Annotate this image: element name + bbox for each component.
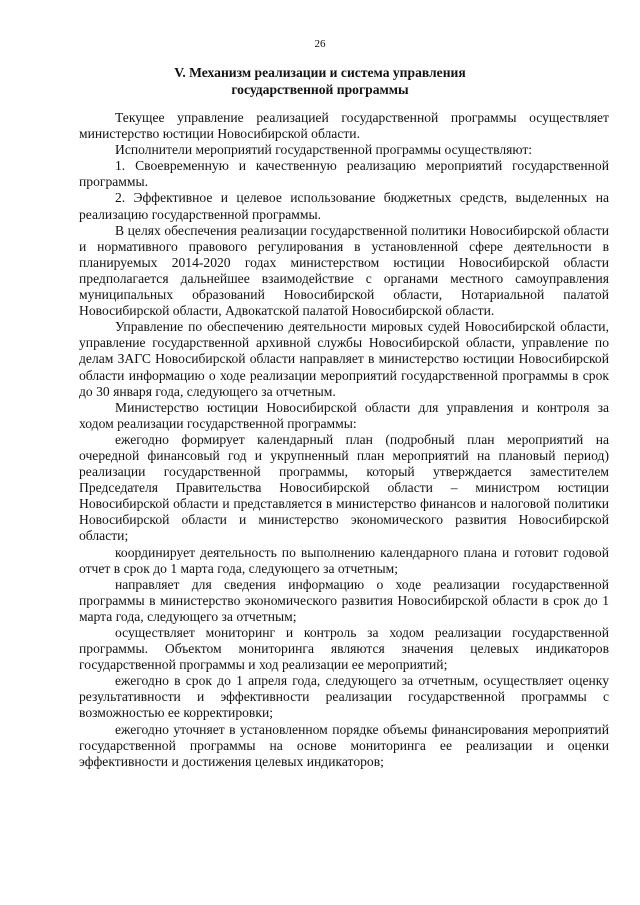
paragraph: ежегодно уточняет в установленном порядке объемы финансирования мероприятий государственной программы на основе мониторинга ее реализации и оценки эффективности и достижения целевых индикаторов; xyxy=(79,721,609,769)
paragraph: Исполнители мероприятий государственной программы осуществляют: xyxy=(115,142,533,158)
paragraph: ежегодно в срок до 1 апреля года, следующего за отчетным, осуществляет оценку результативности и эффективности реализации государственной программы с возможностью ее корректировки; xyxy=(79,673,609,721)
body-text xyxy=(79,110,609,770)
paragraph: осуществляет мониторинг и контроль за ходом реализации государственной программы. Объектом мониторинга являются значения целевых индикаторов государственной программы и ход реализации ее мероприятий; xyxy=(79,625,609,673)
paragraph: 1. Своевременную и качественную реализацию мероприятий государственной программы. xyxy=(79,158,609,190)
paragraph: координирует деятельность по выполнению календарного плана и готовит годовой отчет в срок до 1 марта года, следующего за отчетным; xyxy=(79,544,609,576)
paragraph: ежегодно формирует календарный план (подробный план мероприятий на очередной финансовый год и укрупненный план мероприятий на плановый период) реализации государственной программы, который утверждается заместителем Председателя Правительства Новосибирской области – министром юстиции Новосибирской области и представляется в министерство финансов и налоговой политики Новосибирской области и министерство экономического развития Новосибирской области; xyxy=(79,431,609,544)
paragraph: Текущее управление реализацией государственной программы осуществляет министерство юстиции Новосибирской области. xyxy=(79,110,609,142)
section-title xyxy=(100,64,540,98)
paragraph: направляет для сведения информацию о ходе реализации государственной программы в министерство экономического развития Новосибирской области в срок до 1 марта года, следующего за отчетным; xyxy=(79,576,609,624)
paragraph: Министерство юстиции Новосибирской области для управления и контроля за ходом реализации государственной программы: xyxy=(79,399,609,431)
paragraph: В целях обеспечения реализации государственной политики Новосибирской области и нормативного правового регулирования в установленной сфере деятельности в планируемых 2014-2020 годах министерством юстиции Новосибирской области предполагается дальнейшее взаимодействие с органами местного самоуправления муниципальных образований Новосибирской области, Нотариальной палатой Новосибирской области, Адвокатской палатой Новосибирской области. xyxy=(79,222,609,319)
paragraph: 2. Эффективное и целевое использование бюджетных средств, выделенных на реализацию государственной программы. xyxy=(79,190,609,222)
page-number: 26 xyxy=(314,38,326,50)
section-title-line-1: V. Механизм реализации и система управления xyxy=(174,65,466,80)
section-title-line-2: государственной программы xyxy=(231,82,409,97)
paragraph: Управление по обеспечению деятельности мировых судей Новосибирской области, управление государственной архивной службы Новосибирской области, управление по делам ЗАГС Новосибирской области направляет в министерство юстиции Новосибирской области информацию о ходе реализации мероприятий государственной программы в срок до 30 января года, следующего за отчетным. xyxy=(79,319,609,399)
